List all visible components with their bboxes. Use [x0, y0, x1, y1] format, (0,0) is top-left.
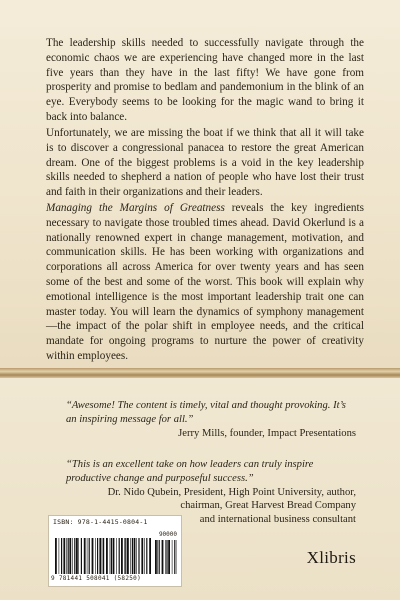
description-paragraph-2: Unfortunately, we are missing the boat if we think that all it will take is to discover a congressional panacea to restore the great American dream. One of the biggest problems is a void in the key leadership skills needed to shepherd a nation of people who have lost their trust and faith in their organizations and their leaders.	[46, 127, 364, 199]
barcode-bars	[55, 538, 151, 574]
isbn-label: ISBN: 978-1-4415-0804-1	[53, 518, 148, 526]
description-paragraph-3	[46, 201, 364, 364]
publisher-logo: Xlibris	[306, 548, 356, 567]
price-code-label: 90000	[158, 531, 177, 538]
isbn-barcode	[48, 515, 182, 587]
book-title: Managing the Margins of Greatness	[46, 202, 225, 214]
testimonial-attribution-line-2: chairman, Great Harvest Bread Company	[180, 500, 356, 512]
decorative-divider-band	[0, 368, 400, 378]
testimonial-attribution-line-3: and international business consultant	[199, 514, 356, 526]
barcode-digits: 9 781441 508041 (58250)	[51, 575, 141, 582]
testimonial-1	[66, 399, 356, 440]
testimonial-quote: “This is an excellent take on how leaders can truly inspire productive change and purposeful success.”	[66, 459, 314, 484]
description-paragraph-1: The leadership skills needed to successfully navigate through the economic chaos we are experiencing have changed more in the last five years than they have in the last fifty! We have gone from prosperity and promise to bedlam and pandemonium in the blink of an eye. Everybody seems to be looking for the magic wand to bring it back into balance.	[46, 37, 364, 123]
testimonial-quote: “Awesome! The content is timely, vital and thought provoking. It’s an inspiring message for all.”	[66, 400, 346, 425]
testimonial-attribution-line-1: Dr. Nido Qubein, President, High Point University, author,	[107, 486, 356, 498]
description-paragraph-3-text: reveals the key ingredients necessary to navigate those troubled times ahead. David Okerlund is a nationally renowned expert in change management, motivation, and communication skills. He has been working with organizations and corporations all across America for over twenty years and has seen some of the best and some of the worst. This book will explain why emotional intelligence is the most important leadership trait one can master today. You will learn the dynamics of symphony management—the impact of the polar shift in employee needs, and the critical mandate for ongoing programs to nurture the power of creativity within employees.	[46, 202, 364, 362]
testimonial-attribution: Jerry Mills, founder, Impact Presentations	[178, 427, 356, 439]
price-barcode-bars	[155, 540, 177, 574]
